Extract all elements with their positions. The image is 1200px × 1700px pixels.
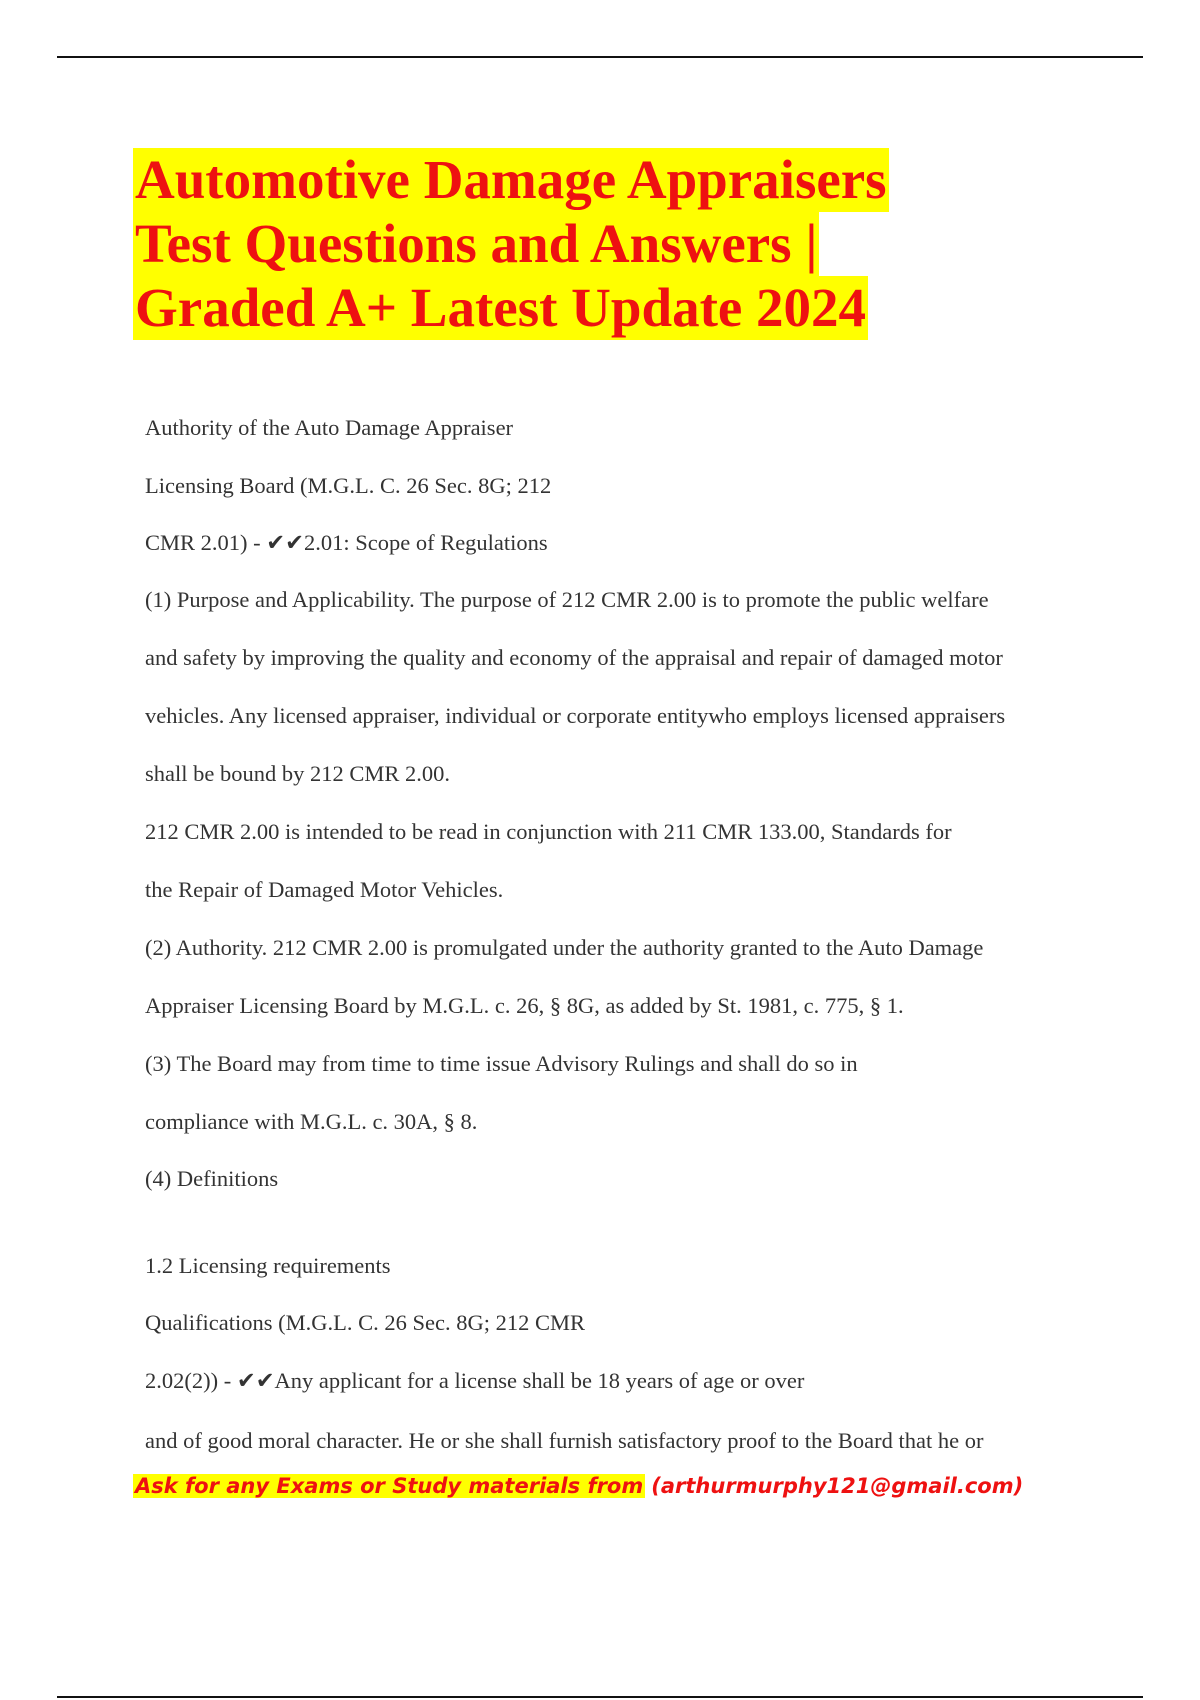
- body-line: and of good moral character. He or she shall furnish satisfactory proof to the Board that he or: [145, 1428, 984, 1453]
- body-line: 2.02(2)) - ✔✔Any applicant for a license shall be 18 years of age or over: [145, 1368, 805, 1393]
- body-line: and safety by improving the quality and economy of the appraisal and repair of damaged motor: [145, 645, 1003, 670]
- contact-email[interactable]: (arthurmurphy121@gmail.com): [651, 1474, 1024, 1498]
- body-line: Licensing Board (M.G.L. C. 26 Sec. 8G; 212: [145, 473, 552, 498]
- contact-note: [133, 1472, 1023, 1500]
- body-line: (3) The Board may from time to time issue Advisory Rulings and shall do so in: [145, 1051, 858, 1076]
- body-line: Appraiser Licensing Board by M.G.L. c. 26, § 8G, as added by St. 1981, c. 775, § 1.: [145, 993, 904, 1018]
- contact-ask-text: Ask for any Exams or Study materials from: [135, 1474, 644, 1498]
- title-line-1: Automotive Damage Appraisers: [135, 149, 887, 210]
- body-line: shall be bound by 212 CMR 2.00.: [145, 761, 451, 786]
- body-line: vehicles. Any licensed appraiser, individual or corporate entitywho employs licensed appraisers: [145, 703, 1006, 728]
- bottom-rule: [57, 1696, 1143, 1698]
- title-line-3: Graded A+ Latest Update 2024: [135, 277, 867, 338]
- body-line: Qualifications (M.G.L. C. 26 Sec. 8G; 212 CMR: [145, 1310, 585, 1335]
- body-line: CMR 2.01) - ✔✔2.01: Scope of Regulations: [145, 530, 548, 555]
- body-line: (2) Authority. 212 CMR 2.00 is promulgated under the authority granted to the Auto Damage: [145, 935, 984, 960]
- body-line: the Repair of Damaged Motor Vehicles.: [145, 877, 504, 902]
- body-line: 212 CMR 2.00 is intended to be read in conjunction with 211 CMR 133.00, Standards for: [145, 819, 952, 844]
- document-title: [133, 148, 1033, 340]
- body-line: 1.2 Licensing requirements: [145, 1253, 391, 1278]
- top-rule: [57, 56, 1143, 58]
- body-line: (4) Definitions: [145, 1166, 279, 1191]
- body-line: Authority of the Auto Damage Appraiser: [145, 415, 514, 440]
- title-line-2: Test Questions and Answers |: [135, 213, 818, 274]
- body-line: compliance with M.G.L. c. 30A, § 8.: [145, 1109, 478, 1134]
- body-line: (1) Purpose and Applicability. The purpose of 212 CMR 2.00 is to promote the public welfare: [145, 587, 989, 612]
